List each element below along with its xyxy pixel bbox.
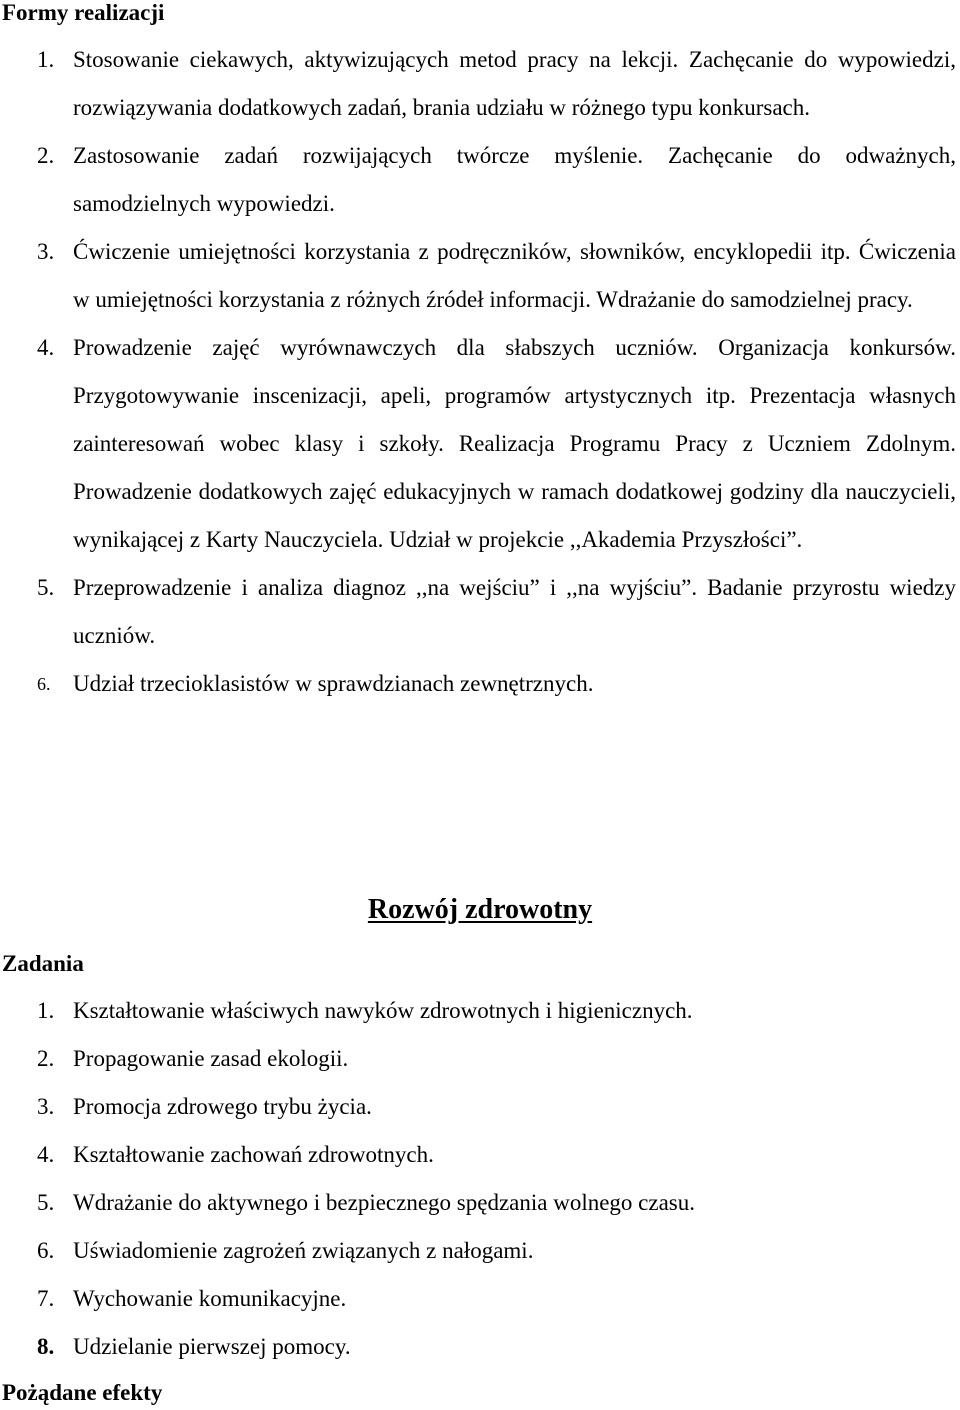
list-item-number: 5.: [37, 575, 55, 600]
list-item-text: Propagowanie zasad ekologii.: [73, 1046, 349, 1071]
list-item-number: 3.: [37, 239, 55, 264]
heading-pozadane-efekty: Pożądane efekty: [2, 1380, 163, 1405]
list-item-number: 3.: [37, 1094, 55, 1119]
list-item: [0, 564, 960, 660]
list-item: [0, 228, 960, 324]
list-item-text: Ćwiczenie umiejętności korzystania z podręczników, słowników, encyklopedii itp. Ćwiczenia w umiejętności korzystania z różnych źródeł informacji. Wdrażanie do samodzielnej pracy.: [73, 239, 956, 312]
list-item: [0, 36, 960, 132]
list-item-number: 4.: [37, 1142, 55, 1167]
list-item-text: Udzielanie pierwszej pomocy.: [73, 1334, 351, 1359]
heading-zadania: Zadania: [2, 951, 84, 976]
list-formy-realizacji: [0, 36, 960, 708]
list-item-text: Promocja zdrowego trybu życia.: [73, 1094, 372, 1119]
list-item-text: Wdrażanie do aktywnego i bezpiecznego spędzania wolnego czasu.: [73, 1190, 695, 1215]
list-item-number: 2.: [37, 1046, 55, 1071]
list-item: [0, 324, 960, 564]
list-item-text: Udział trzecioklasistów w sprawdzianach zewnętrznych.: [73, 671, 594, 696]
list-item-number: 6.: [37, 1238, 55, 1263]
list-item: [0, 1083, 960, 1131]
list-item-text: Wychowanie komunikacyjne.: [73, 1286, 347, 1311]
list-zadania: [0, 987, 960, 1371]
list-item-text: Uświadomienie zagrożeń związanych z nałogami.: [73, 1238, 534, 1263]
list-item-number: 7.: [37, 1286, 55, 1311]
list-item-number: 2.: [37, 143, 55, 168]
list-item: [0, 660, 960, 708]
list-item-number: 4.: [37, 335, 55, 360]
list-item: [0, 1131, 960, 1179]
list-item-number: 5.: [37, 1190, 55, 1215]
list-item-text: Prowadzenie zajęć wyrównawczych dla słabszych uczniów. Organizacja konkursów. Przygotowywanie inscenizacji, apeli, programów artystycznych itp. Prezentacja własnych zainteresowań wobec klasy i szkoły. Realizacja Programu Pracy z Uczniem Zdolnym. Prowadzenie dodatkowych zajęć edukacyjnych w ramach dodatkowej godziny dla nauczycieli, wynikającej z Karty Nauczyciela. Udział w projekcie ,,Akademia Przyszłości”.: [73, 335, 956, 552]
list-item: [0, 1275, 960, 1323]
list-item-text: Kształtowanie właściwych nawyków zdrowotnych i higienicznych.: [73, 998, 693, 1023]
list-item: [0, 1035, 960, 1083]
list-item: [0, 1323, 960, 1371]
list-item: [0, 1227, 960, 1275]
list-item-number: 8.: [37, 1334, 55, 1359]
list-item: [0, 987, 960, 1035]
list-item: [0, 132, 960, 228]
list-item-number: 1.: [37, 47, 55, 72]
list-item-text: Przeprowadzenie i analiza diagnoz ,,na wejściu” i ,,na wyjściu”. Badanie przyrostu wiedzy uczniów.: [73, 575, 956, 648]
section-title-rozwoj-zdrowotny: Rozwój zdrowotny: [367, 894, 593, 925]
list-item-text: Stosowanie ciekawych, aktywizujących metod pracy na lekcji. Zachęcanie do wypowiedzi, rozwiązywania dodatkowych zadań, brania udziału w różnego typu konkursach.: [73, 47, 956, 120]
list-item-text: Zastosowanie zadań rozwijających twórcze myślenie. Zachęcanie do odważnych, samodzielnych wypowiedzi.: [73, 143, 956, 216]
list-item-text: Kształtowanie zachowań zdrowotnych.: [73, 1142, 434, 1167]
heading-formy-realizacji: Formy realizacji: [2, 0, 165, 25]
list-item-number: 6.: [37, 674, 51, 694]
list-item-number: 1.: [37, 998, 55, 1023]
list-item: [0, 1179, 960, 1227]
